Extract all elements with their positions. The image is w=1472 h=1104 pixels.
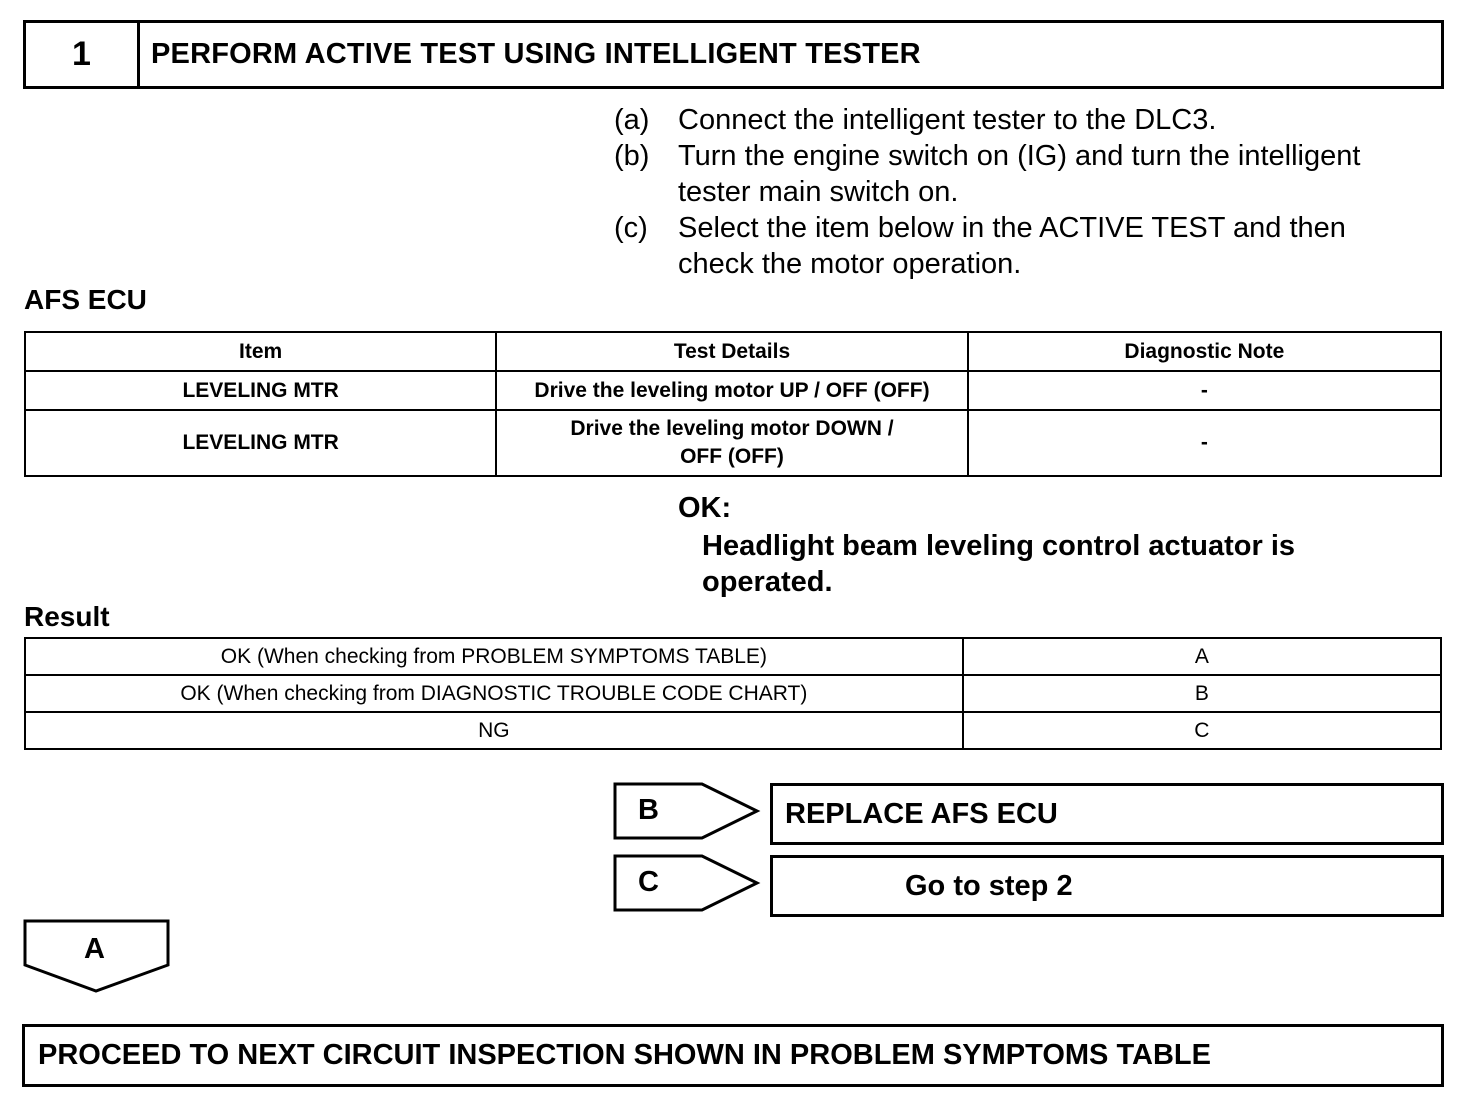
procedure-text: Connect the intelligent tester to the DLC3.: [678, 104, 1217, 136]
table-cell: OK (When checking from DIAGNOSTIC TROUBLE CODE CHART): [25, 675, 963, 712]
table-cell: -: [968, 410, 1441, 476]
outcome-c-text: Go to step 2: [905, 869, 1073, 902]
table-cell: Drive the leveling motor DOWN / OFF (OFF): [496, 410, 967, 476]
ok-text: Headlight beam leveling control actuator is operated.: [702, 530, 1296, 598]
table-cell: C: [963, 712, 1441, 749]
outcome-b-text: REPLACE AFS ECU: [785, 797, 1058, 830]
procedure-item: [614, 138, 1414, 210]
table-row: [25, 638, 1441, 675]
column-header: Test Details: [496, 332, 967, 371]
result-table: [24, 637, 1442, 750]
outcome-b-action: [770, 783, 1444, 845]
table-header-row: [25, 332, 1441, 371]
outcome-c-arrow: [612, 852, 764, 914]
column-header: Diagnostic Note: [968, 332, 1441, 371]
procedure-key: (b): [614, 140, 650, 172]
table-row: [25, 712, 1441, 749]
procedure-item: [614, 102, 1414, 138]
procedure-key: (c): [614, 212, 648, 244]
table-row: [25, 410, 1441, 476]
outcome-b-arrow: [612, 780, 764, 842]
table-row: [25, 675, 1441, 712]
result-table-title: Result: [24, 601, 110, 632]
procedure-key: (a): [614, 104, 650, 136]
table-cell: A: [963, 638, 1441, 675]
table-cell: B: [963, 675, 1441, 712]
ok-label: OK:: [678, 492, 732, 524]
procedure-list: [614, 102, 1414, 282]
table-cell: Drive the leveling motor UP / OFF (OFF): [496, 371, 967, 410]
ecu-table: [24, 331, 1442, 477]
procedure-text: Select the item below in the ACTIVE TEST and then check the motor operation.: [678, 212, 1346, 280]
step-header: [23, 20, 1444, 89]
outcome-a-label: A: [84, 933, 105, 965]
step-title: PERFORM ACTIVE TEST USING INTELLIGENT TESTER: [151, 38, 921, 70]
step-number: 1: [26, 23, 140, 86]
column-header: Item: [25, 332, 496, 371]
procedure-item: [614, 210, 1414, 282]
procedure-text: Turn the engine switch on (IG) and turn the intelligent tester main switch on.: [678, 140, 1361, 208]
outcome-b-label: B: [638, 794, 659, 826]
ecu-table-title: AFS ECU: [24, 284, 147, 315]
outcome-c-action: [770, 855, 1444, 917]
table-cell: LEVELING MTR: [25, 410, 496, 476]
table-cell: LEVELING MTR: [25, 371, 496, 410]
outcome-a-action: [22, 1024, 1444, 1087]
table-cell: NG: [25, 712, 963, 749]
outcome-c-label: C: [638, 866, 659, 898]
outcome-a-text: PROCEED TO NEXT CIRCUIT INSPECTION SHOWN IN PROBLEM SYMPTOMS TABLE: [38, 1039, 1211, 1071]
table-cell: -: [968, 371, 1441, 410]
table-row: [25, 371, 1441, 410]
table-cell: OK (When checking from PROBLEM SYMPTOMS TABLE): [25, 638, 963, 675]
